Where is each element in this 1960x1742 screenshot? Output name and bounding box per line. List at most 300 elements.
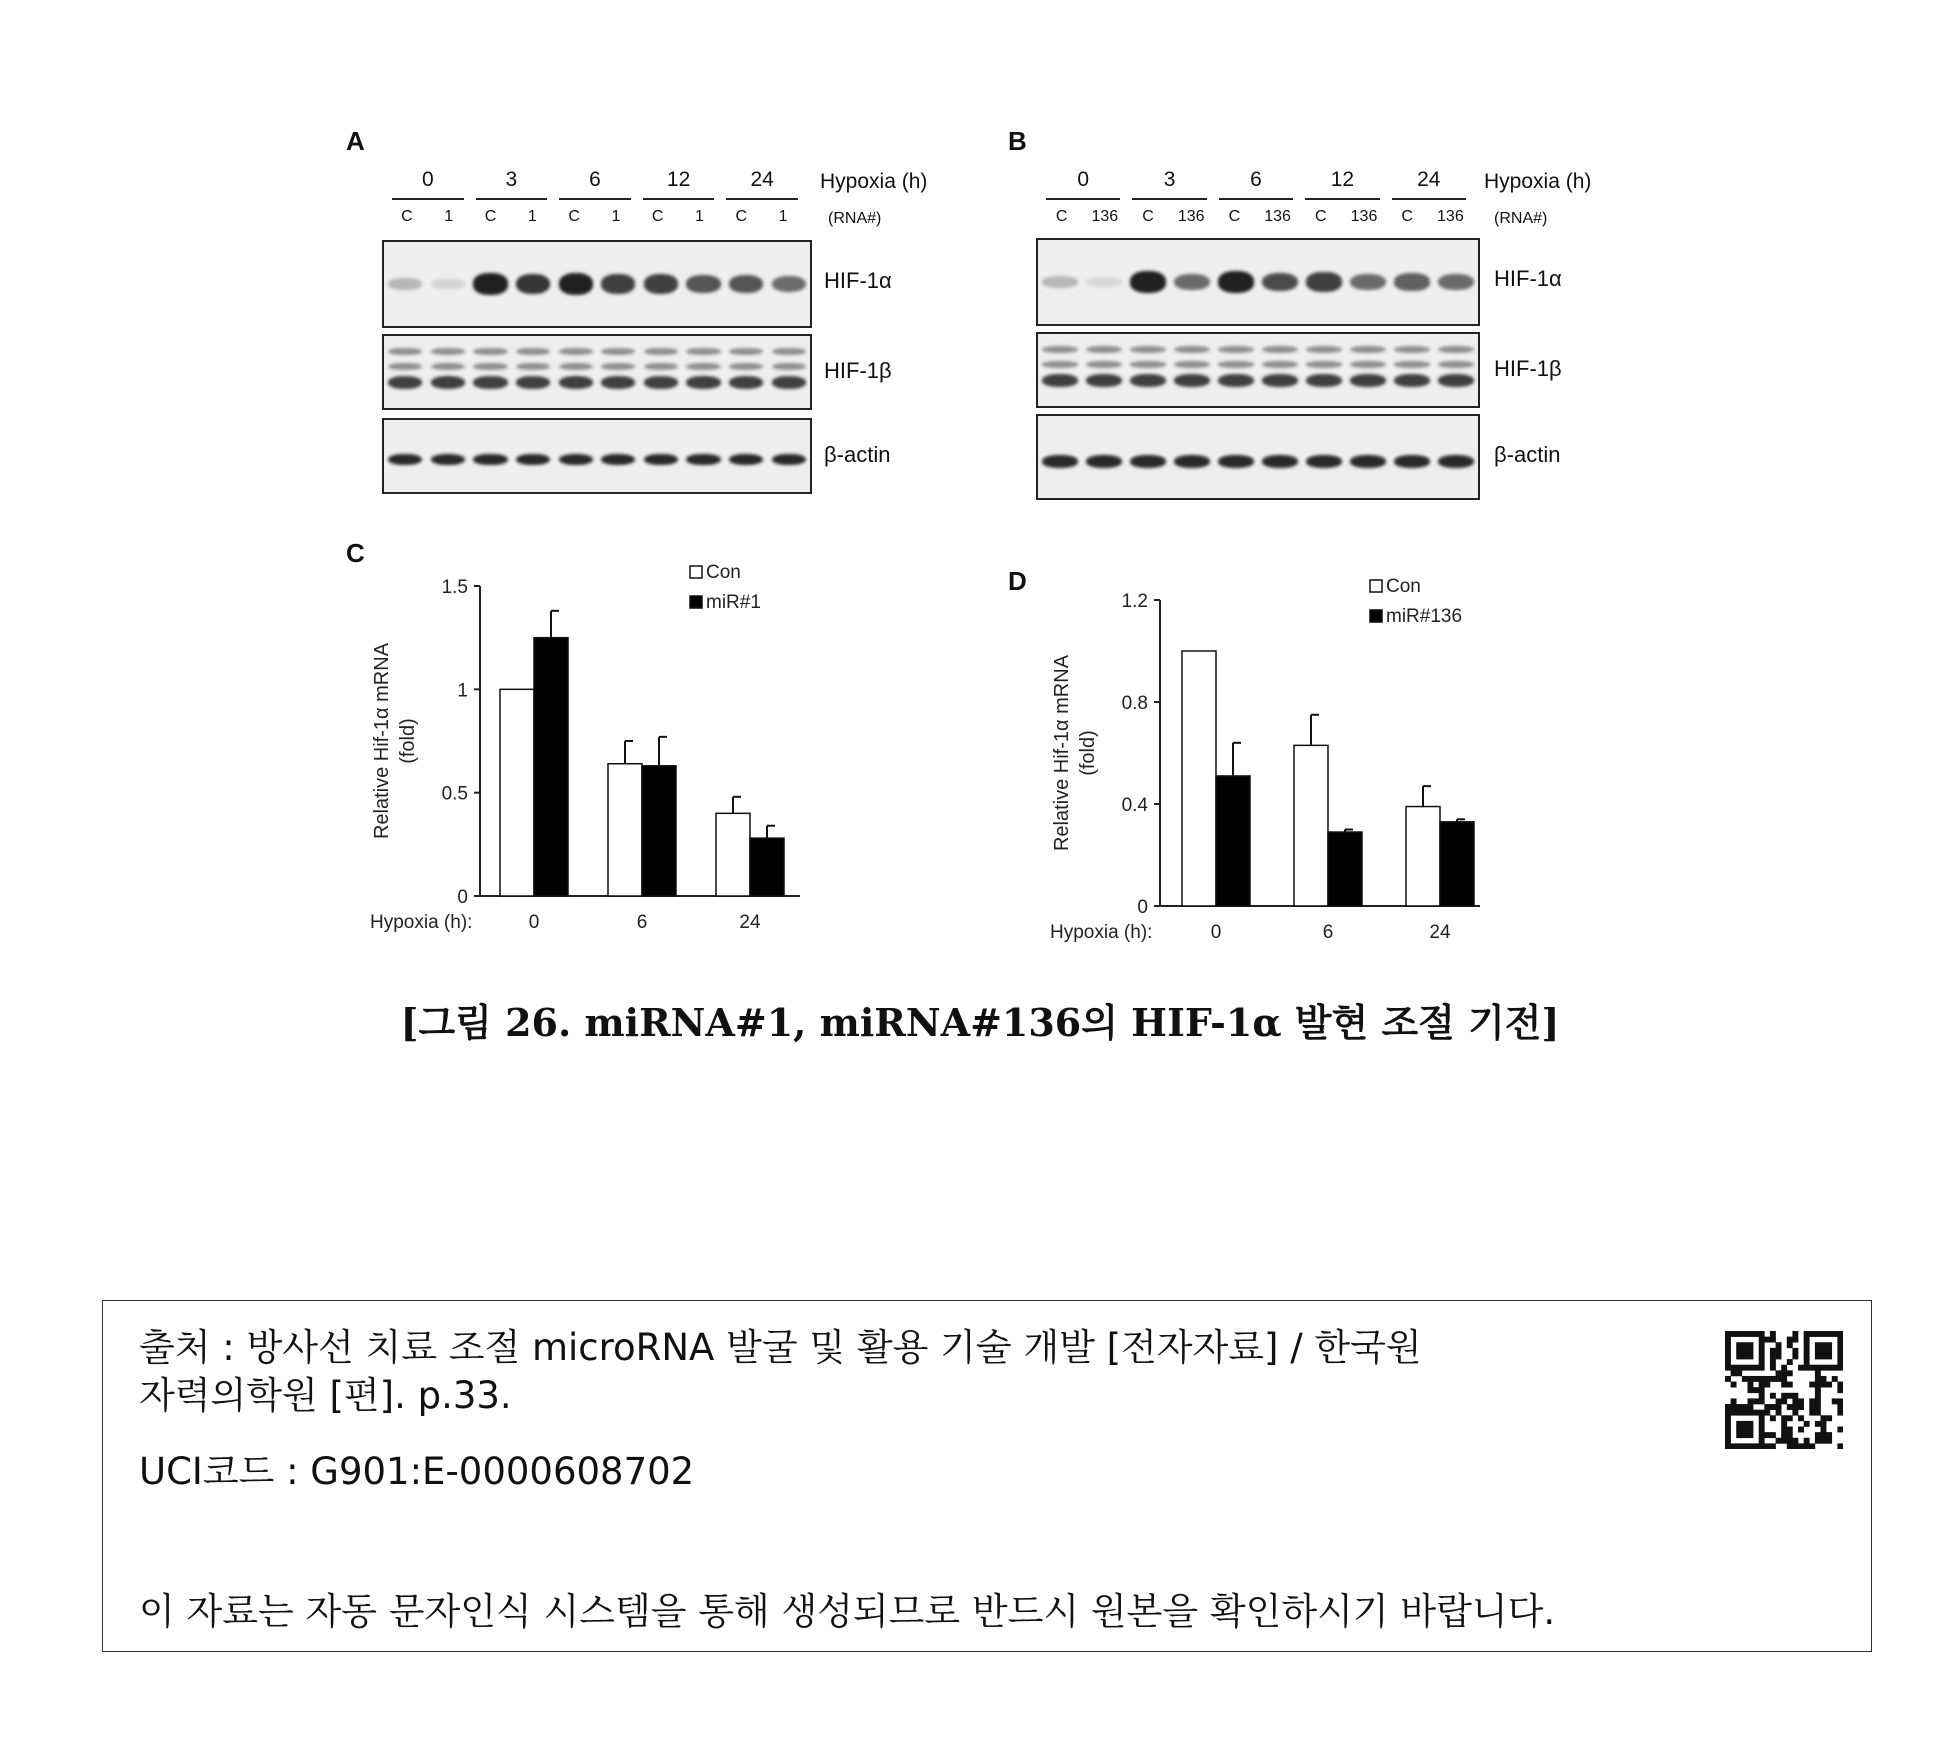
- qr-module: [1798, 1427, 1804, 1433]
- blot-band: [1438, 361, 1473, 368]
- qr-module: [1821, 1353, 1827, 1359]
- qr-module: [1781, 1415, 1787, 1421]
- blot-band: [772, 276, 806, 292]
- qr-module: [1742, 1365, 1748, 1371]
- qr-module: [1742, 1432, 1748, 1438]
- qr-module: [1781, 1398, 1787, 1404]
- bar: [608, 764, 642, 896]
- qr-module: [1742, 1376, 1748, 1382]
- blot-band: [1130, 361, 1165, 368]
- qr-module: [1759, 1387, 1765, 1393]
- qr-module: [1725, 1443, 1731, 1449]
- qr-module: [1776, 1404, 1782, 1410]
- qr-module: [1804, 1438, 1810, 1444]
- qr-module: [1736, 1421, 1742, 1427]
- bar: [500, 689, 534, 896]
- qr-module: [1747, 1342, 1753, 1348]
- qr-module: [1759, 1365, 1765, 1371]
- blot-band: [1394, 273, 1429, 290]
- qr-module: [1809, 1410, 1815, 1416]
- qr-module: [1764, 1443, 1770, 1449]
- qr-module: [1821, 1415, 1827, 1421]
- qr-module: [1826, 1382, 1832, 1388]
- bar: [716, 813, 750, 896]
- qr-module: [1770, 1443, 1776, 1449]
- qr-module: [1770, 1337, 1776, 1343]
- blot-band: [431, 454, 465, 466]
- blot-band: [1350, 346, 1385, 353]
- qr-module: [1815, 1382, 1821, 1388]
- lane-label: 136: [1437, 208, 1464, 225]
- qr-module: [1770, 1365, 1776, 1371]
- lane-label: C: [1315, 208, 1327, 225]
- blot-band: [1306, 361, 1341, 368]
- qr-module: [1759, 1432, 1765, 1438]
- qr-module: [1759, 1348, 1765, 1354]
- qr-module: [1753, 1387, 1759, 1393]
- qr-module: [1753, 1398, 1759, 1404]
- blot-band: [1174, 455, 1209, 468]
- bar: [1328, 832, 1362, 906]
- qr-module: [1753, 1443, 1759, 1449]
- qr-module: [1776, 1410, 1782, 1416]
- qr-module: [1770, 1353, 1776, 1359]
- qr-module: [1826, 1353, 1832, 1359]
- blot-band: [1086, 346, 1121, 353]
- qr-module: [1787, 1438, 1793, 1444]
- qr-module: [1764, 1432, 1770, 1438]
- blot-band: [1130, 346, 1165, 353]
- legend-swatch: [1370, 610, 1382, 622]
- qr-module: [1725, 1337, 1731, 1343]
- qr-module: [1736, 1432, 1742, 1438]
- time-group-underline: [1392, 198, 1466, 200]
- qr-module: [1736, 1365, 1742, 1371]
- qr-module: [1837, 1387, 1843, 1393]
- qr-module: [1725, 1438, 1731, 1444]
- qr-module: [1792, 1398, 1798, 1404]
- bar: [1440, 822, 1474, 906]
- time-label: 6: [589, 168, 601, 191]
- blot-band: [388, 363, 422, 370]
- legend-label: miR#136: [1386, 606, 1463, 627]
- bar: [1216, 776, 1250, 906]
- blot-band: [644, 363, 678, 370]
- blot-band: [1174, 361, 1209, 368]
- qr-module: [1826, 1432, 1832, 1438]
- qr-module: [1747, 1382, 1753, 1388]
- qr-module: [1787, 1427, 1793, 1433]
- blot-bactin-a: [382, 418, 812, 494]
- qr-module: [1815, 1410, 1821, 1416]
- blot-band: [1262, 273, 1297, 291]
- figure-caption: [그림 26. miRNA#1, miRNA#136의 HIF-1α 발현 조절 기전]: [400, 1000, 1560, 1045]
- qr-module: [1747, 1443, 1753, 1449]
- blot-band: [1350, 274, 1385, 290]
- qr-module: [1787, 1359, 1793, 1365]
- qr-module: [1731, 1382, 1737, 1388]
- time-label: 24: [1417, 168, 1441, 191]
- y-axis-label-unit: (fold): [397, 718, 419, 764]
- qr-module: [1787, 1382, 1793, 1388]
- qr-module: [1821, 1427, 1827, 1433]
- qr-module: [1725, 1331, 1731, 1337]
- band-label-hif1b-b: HIF-1β: [1494, 356, 1562, 381]
- qr-module: [1742, 1404, 1748, 1410]
- blot-band: [686, 363, 720, 370]
- qr-module: [1798, 1415, 1804, 1421]
- blot-band: [1218, 374, 1253, 387]
- qr-module: [1747, 1331, 1753, 1337]
- qr-module: [1815, 1376, 1821, 1382]
- qr-code-icon[interactable]: [1725, 1331, 1843, 1449]
- time-group-underline: [643, 198, 715, 200]
- source-line-1: 출처 : 방사선 치료 조절 microRNA 발굴 및 활용 기술 개발 [전자자료] / 한국원: [139, 1326, 1422, 1369]
- qr-module: [1792, 1348, 1798, 1354]
- y-tick-label: 0.8: [1121, 693, 1148, 714]
- qr-module: [1736, 1404, 1742, 1410]
- qr-module: [1725, 1365, 1731, 1371]
- qr-module: [1815, 1353, 1821, 1359]
- bar: [1294, 745, 1328, 906]
- blot-band: [686, 376, 720, 389]
- time-group-underline: [1305, 198, 1379, 200]
- blot-band: [516, 274, 550, 294]
- blot-band: [686, 348, 720, 355]
- qr-module: [1759, 1410, 1765, 1416]
- qr-module: [1815, 1342, 1821, 1348]
- qr-module: [1787, 1337, 1793, 1343]
- time-group-underline: [392, 198, 464, 200]
- qr-module: [1798, 1443, 1804, 1449]
- lane-label: 1: [444, 208, 454, 225]
- qr-module: [1759, 1342, 1765, 1348]
- qr-module: [1804, 1331, 1810, 1337]
- qr-module: [1787, 1393, 1793, 1399]
- blot-band: [388, 376, 422, 389]
- qr-module: [1804, 1359, 1810, 1365]
- qr-module: [1837, 1353, 1843, 1359]
- y-tick-label: 0.4: [1121, 795, 1148, 816]
- lane-label: C: [568, 208, 580, 225]
- qr-module: [1725, 1342, 1731, 1348]
- uci-code: UCI코드 : G901:E-0000608702: [139, 1450, 695, 1493]
- band-label-hif1b-a: HIF-1β: [824, 358, 892, 383]
- qr-module: [1759, 1376, 1765, 1382]
- bar: [534, 638, 568, 896]
- blot-band: [1174, 374, 1209, 387]
- qr-module: [1809, 1365, 1815, 1371]
- blot-band: [516, 454, 550, 466]
- blot-band: [1438, 374, 1473, 387]
- lane-label: 1: [527, 208, 537, 225]
- qr-module: [1826, 1365, 1832, 1371]
- qr-module: [1725, 1404, 1731, 1410]
- qr-module: [1804, 1365, 1810, 1371]
- lane-label: C: [401, 208, 413, 225]
- qr-module: [1832, 1365, 1838, 1371]
- qr-module: [1792, 1331, 1798, 1337]
- blot-band: [1262, 361, 1297, 368]
- blot-band: [559, 273, 593, 294]
- qr-module: [1815, 1348, 1821, 1354]
- blot-band: [431, 363, 465, 370]
- time-header-b: Hypoxia (h): [1484, 170, 1592, 193]
- qr-module: [1821, 1432, 1827, 1438]
- qr-module: [1759, 1382, 1765, 1388]
- legend-label: Con: [1386, 576, 1421, 597]
- source-line-2: 자력의학원 [편]. p.33.: [139, 1374, 512, 1417]
- qr-module: [1747, 1432, 1753, 1438]
- qr-module: [1809, 1331, 1815, 1337]
- qr-module: [1770, 1331, 1776, 1337]
- blot-band: [601, 454, 635, 466]
- qr-module: [1804, 1443, 1810, 1449]
- qr-module: [1725, 1427, 1731, 1433]
- time-label: 12: [1330, 168, 1355, 191]
- blot-band: [473, 273, 507, 294]
- bar-chart-c: [360, 560, 840, 950]
- qr-module: [1826, 1331, 1832, 1337]
- blot-hif1a-b: [1036, 238, 1480, 326]
- qr-module: [1759, 1331, 1765, 1337]
- qr-module: [1776, 1438, 1782, 1444]
- qr-module: [1821, 1376, 1827, 1382]
- qr-module: [1837, 1443, 1843, 1449]
- qr-module: [1742, 1410, 1748, 1416]
- blot-band: [1042, 374, 1077, 387]
- blot-band: [1174, 346, 1209, 353]
- blot-band: [1350, 455, 1385, 468]
- time-group-underline: [1132, 198, 1206, 200]
- blot-band: [1262, 455, 1297, 468]
- qr-module: [1821, 1421, 1827, 1427]
- qr-module: [1821, 1382, 1827, 1388]
- qr-module: [1770, 1415, 1776, 1421]
- qr-module: [1747, 1387, 1753, 1393]
- blot-band: [644, 274, 678, 293]
- y-tick-label: 1.5: [441, 577, 468, 598]
- blot-band: [559, 363, 593, 370]
- qr-module: [1832, 1398, 1838, 1404]
- y-tick-label: 0: [457, 887, 468, 908]
- qr-module: [1776, 1348, 1782, 1354]
- bar: [1406, 807, 1440, 906]
- qr-module: [1747, 1404, 1753, 1410]
- qr-module: [1736, 1443, 1742, 1449]
- qr-module: [1787, 1415, 1793, 1421]
- lane-label: C: [735, 208, 748, 225]
- blot-band: [1438, 274, 1473, 290]
- blot-band: [1394, 374, 1429, 387]
- blot-band: [1306, 374, 1341, 387]
- blot-band: [601, 363, 635, 370]
- lane-label: 136: [1177, 208, 1205, 225]
- y-axis-label: Relative Hif-1α mRNA: [371, 642, 393, 840]
- lane-label: C: [484, 208, 497, 225]
- qr-module: [1809, 1404, 1815, 1410]
- blot-band: [729, 348, 763, 355]
- qr-module: [1764, 1404, 1770, 1410]
- rna-header-b: (RNA#): [1494, 210, 1548, 227]
- qr-module: [1759, 1415, 1765, 1421]
- qr-module: [1731, 1443, 1737, 1449]
- blot-band: [388, 278, 422, 290]
- panel-letter-b: B: [1008, 126, 1027, 156]
- qr-module: [1747, 1421, 1753, 1427]
- qr-module: [1815, 1432, 1821, 1438]
- qr-module: [1804, 1348, 1810, 1354]
- qr-module: [1770, 1432, 1776, 1438]
- blot-band: [1218, 361, 1253, 368]
- qr-module: [1759, 1427, 1765, 1433]
- lane-label: 136: [1264, 208, 1291, 225]
- qr-module: [1821, 1342, 1827, 1348]
- time-group-underline: [559, 198, 631, 200]
- qr-module: [1781, 1421, 1787, 1427]
- blot-band: [729, 454, 763, 466]
- blot-band: [431, 348, 465, 355]
- qr-module: [1787, 1342, 1793, 1348]
- qr-module: [1736, 1410, 1742, 1416]
- blot-band: [559, 348, 593, 355]
- qr-module: [1736, 1427, 1742, 1433]
- blot-band: [729, 275, 763, 293]
- qr-module: [1753, 1376, 1759, 1382]
- blot-band: [431, 279, 465, 289]
- qr-module: [1742, 1421, 1748, 1427]
- blot-band: [1042, 276, 1077, 288]
- qr-module: [1826, 1438, 1832, 1444]
- blot-band: [1394, 346, 1429, 353]
- qr-module: [1792, 1404, 1798, 1410]
- lane-label: 136: [1091, 208, 1119, 225]
- blot-band: [388, 348, 422, 355]
- qr-module: [1747, 1376, 1753, 1382]
- lane-label: C: [1055, 208, 1068, 225]
- qr-module: [1837, 1404, 1843, 1410]
- qr-module: [1821, 1348, 1827, 1354]
- blot-band: [473, 376, 507, 389]
- blot-band: [388, 454, 422, 466]
- qr-module: [1787, 1443, 1793, 1449]
- blot-band: [1042, 361, 1077, 368]
- qr-module: [1731, 1398, 1737, 1404]
- blot-band: [1350, 374, 1385, 387]
- time-label: 24: [750, 168, 774, 191]
- qr-module: [1725, 1415, 1731, 1421]
- qr-module: [1725, 1421, 1731, 1427]
- qr-module: [1804, 1342, 1810, 1348]
- qr-module: [1753, 1331, 1759, 1337]
- blot-band: [772, 376, 806, 389]
- lane-label: 1: [611, 208, 621, 225]
- qr-module: [1776, 1370, 1782, 1376]
- qr-module: [1781, 1376, 1787, 1382]
- blot-bactin-b: [1036, 414, 1480, 500]
- qr-module: [1792, 1438, 1798, 1444]
- lane-label: C: [651, 208, 664, 225]
- blot-band: [1438, 346, 1473, 353]
- blot-band: [1306, 455, 1341, 468]
- qr-module: [1815, 1365, 1821, 1371]
- blot-band: [1262, 374, 1297, 387]
- blot-band: [473, 454, 507, 466]
- blot-band: [1218, 271, 1253, 292]
- qr-module: [1776, 1342, 1782, 1348]
- blot-band: [1086, 361, 1121, 368]
- qr-module: [1759, 1393, 1765, 1399]
- blot-band: [1086, 374, 1121, 387]
- qr-module: [1759, 1443, 1765, 1449]
- blot-band: [1306, 272, 1341, 291]
- qr-module: [1815, 1421, 1821, 1427]
- qr-module: [1736, 1342, 1742, 1348]
- qr-module: [1815, 1393, 1821, 1399]
- qr-module: [1747, 1410, 1753, 1416]
- blot-band: [559, 376, 593, 389]
- qr-module: [1747, 1365, 1753, 1371]
- qr-module: [1747, 1353, 1753, 1359]
- qr-module: [1770, 1393, 1776, 1399]
- qr-module: [1792, 1353, 1798, 1359]
- qr-module: [1815, 1404, 1821, 1410]
- qr-module: [1776, 1398, 1782, 1404]
- qr-module: [1792, 1410, 1798, 1416]
- x-tick-label: 6: [1322, 922, 1334, 943]
- qr-module: [1725, 1348, 1731, 1354]
- qr-module: [1742, 1427, 1748, 1433]
- blot-band: [772, 348, 806, 355]
- blot-band: [1394, 361, 1429, 368]
- qr-module: [1792, 1337, 1798, 1343]
- qr-module: [1753, 1410, 1759, 1416]
- qr-module: [1747, 1348, 1753, 1354]
- panel-letter-d: D: [1008, 566, 1027, 596]
- y-tick-label: 1.2: [1121, 591, 1148, 612]
- blot-band: [772, 363, 806, 370]
- blot-band: [1086, 277, 1121, 287]
- qr-module: [1781, 1438, 1787, 1444]
- panel-letter-a: A: [346, 126, 365, 156]
- time-label: 12: [666, 168, 691, 191]
- blot-band: [601, 348, 635, 355]
- qr-module: [1815, 1331, 1821, 1337]
- qr-module: [1759, 1398, 1765, 1404]
- qr-module: [1770, 1404, 1776, 1410]
- blot-band: [1218, 346, 1253, 353]
- blot-band: [772, 454, 806, 466]
- time-label: 0: [1077, 168, 1090, 191]
- y-axis-label-unit: (fold): [1077, 730, 1099, 776]
- time-label: 3: [1163, 168, 1176, 191]
- blot-band: [1130, 374, 1165, 387]
- qr-module: [1781, 1393, 1787, 1399]
- lane-label: 1: [695, 208, 704, 225]
- x-tick-label: 24: [1429, 922, 1451, 943]
- qr-module: [1815, 1387, 1821, 1393]
- qr-module: [1781, 1427, 1787, 1433]
- bar-chart-d: [1020, 570, 1500, 960]
- blot-band: [473, 363, 507, 370]
- qr-module: [1776, 1376, 1782, 1382]
- qr-module: [1809, 1382, 1815, 1388]
- qr-module: [1787, 1370, 1793, 1376]
- legend-label: miR#1: [706, 592, 761, 613]
- qr-module: [1736, 1331, 1742, 1337]
- blot-band: [516, 376, 550, 389]
- band-label-hif1a-b: HIF-1α: [1494, 266, 1562, 291]
